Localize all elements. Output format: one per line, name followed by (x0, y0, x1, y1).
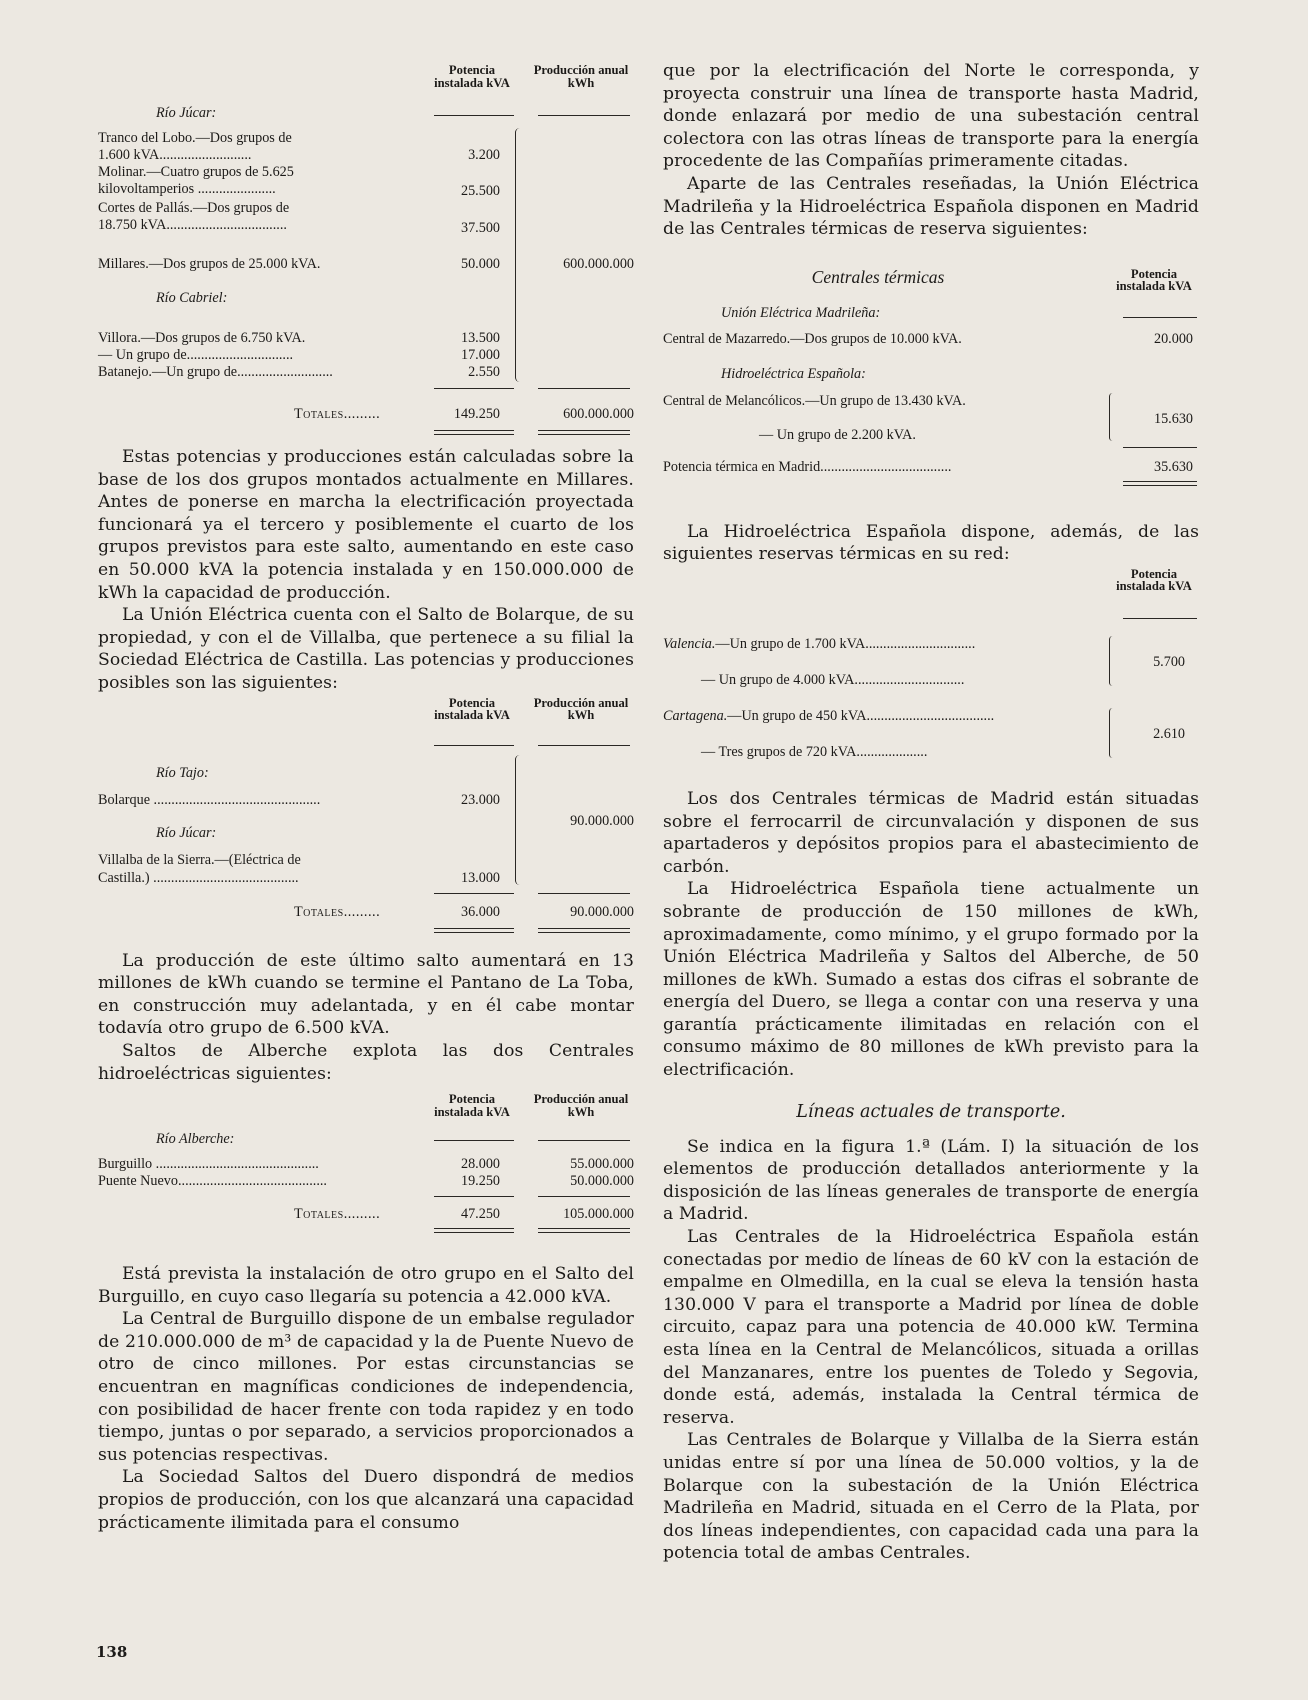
header-produccion: Producción anual kWh (533, 1092, 629, 1119)
table-row: Millares.—Dos grupos de 25.000 kVA. (98, 256, 321, 272)
page-number: 138 (96, 1643, 128, 1661)
value-cell: 3.200 (468, 147, 500, 163)
value-cell: 37.500 (460, 220, 500, 236)
table-row: Bolarque ............................................... (98, 791, 321, 808)
production-cell: 50.000.000 (570, 1173, 634, 1190)
table-row: Central de Mazarredo.—Dos grupos de 10.000 kVA. (663, 330, 962, 347)
table-row: Potencia térmica en Madrid..................................... (663, 458, 952, 475)
header-rule (538, 1140, 630, 1141)
total-value: 35.630 (1153, 458, 1193, 475)
header-potencia: Potencia instalada kVA (434, 63, 510, 90)
paragraph: Se indica en la figura 1.ª (Lám. I) la situación de los elementos de producción detallados anteriormente y la disposición de las líneas generales de transporte de energía a Madrid. (663, 1136, 1199, 1225)
table-row: Molinar.—Cuatro grupos de 5.625 (98, 164, 294, 180)
table-row (663, 636, 975, 653)
river-label: Río Júcar: (156, 105, 217, 121)
paragraph: La producción de este último salto aumentará en 13 millones de kWh cuando se termine el Pantano de La Toba, en construcción muy adelantada, y en él cabe montar todavía otro grupo de 6.500 kVA. (98, 950, 634, 1039)
header-potencia: Potencia instalada kVA (434, 695, 510, 723)
value-cell: 19.250 (460, 1173, 500, 1190)
paragraph: que por la electrificación del Norte le corresponda, y proyecta construir una línea de transporte hasta Madrid, donde enlazará por medio de una subestación central colectora con las otras líneas de transporte para la energía procedente de las Compañías primeramente citadas. (663, 61, 1199, 172)
paragraph: Los dos Centrales térmicas de Madrid están situadas sobre el ferrocarril de circunvalación y disponen de sus apartaderos y depósitos propios para el abastecimiento de carbón. (663, 788, 1199, 877)
value-cell: 17.000 (460, 347, 500, 363)
header-produccion: Producción anual kWh (533, 695, 629, 723)
header-potencia: Potencia instalada kVA (434, 1092, 510, 1119)
table-row: Villalba de la Sierra.—(Eléctrica de (98, 851, 301, 868)
total-potencia: 47.250 (460, 1206, 500, 1223)
total-label: Totales......... (294, 903, 381, 920)
header-rule (1123, 317, 1197, 318)
paragraph: Está prevista la instalación de otro grupo en el Salto del Burguillo, en cuyo caso llegaría su potencia a 42.000 kVA. (98, 1264, 634, 1307)
brace (1109, 636, 1116, 686)
river-label: Río Cabriel: (156, 290, 228, 306)
header-rule (1123, 618, 1197, 619)
header-rule (434, 745, 514, 746)
company-label: Hidroeléctrica Española: (721, 365, 866, 382)
header-potencia: Potencia instalada kVA (1116, 566, 1192, 594)
table-row (663, 708, 994, 725)
paragraph: Aparte de las Centrales reseñadas, la Unión Eléctrica Madrileña y la Hidroeléctrica Española disponen en Madrid de las Centrales térmicas de reserva siguientes: (663, 173, 1199, 240)
production-cell: 600.000.000 (563, 256, 634, 272)
value-cell: 13.000 (460, 869, 500, 886)
double-rule (538, 430, 630, 435)
table-rio-tajo (98, 695, 634, 955)
section-title: Líneas actuales de transporte. (796, 1101, 1066, 1122)
total-produccion: 600.000.000 (563, 406, 634, 422)
table-row: Burguillo .............................................. (98, 1156, 319, 1173)
total-label: Totales......... (294, 1206, 381, 1223)
header-rule (538, 745, 630, 746)
double-rule (538, 1228, 630, 1233)
double-rule (434, 1228, 514, 1233)
value-cell: 23.000 (460, 791, 500, 808)
production-cell: 55.000.000 (570, 1156, 634, 1173)
paragraph: La Unión Eléctrica cuenta con el Salto de Bolarque, de su propiedad, y con el de Villalba, que pertenece a su filial la Sociedad Eléctrica de Castilla. Las potencias y producciones posibles son las siguientes: (98, 605, 634, 693)
river-label: Río Júcar: (156, 824, 217, 841)
row-text: —Un grupo de 1.700 kVA............................... (715, 635, 976, 652)
value-cell: 2.550 (468, 364, 500, 380)
double-rule (1123, 481, 1197, 486)
total-potencia: 36.000 (460, 903, 500, 920)
brace (1109, 708, 1116, 758)
brace (515, 755, 524, 885)
brace (515, 128, 524, 382)
header-produccion: Producción anual kWh (533, 63, 629, 90)
value-cell: 13.500 (460, 330, 500, 346)
total-produccion: 90.000.000 (570, 903, 634, 920)
paragraph: La Sociedad Saltos del Duero dispondrá de medios propios de producción, con los que alcanzará una capacidad prácticamente ilimitada para el consumo (98, 1467, 634, 1533)
header-potencia: Potencia instalada kVA (1116, 266, 1192, 294)
total-rule (434, 1196, 514, 1197)
production-cell: 90.000.000 (570, 812, 634, 829)
city-label: Valencia. (663, 635, 716, 652)
paragraph: La Hidroeléctrica Española tiene actualmente un sobrante de producción de 150 millones de kWh, aproximadamente, como mínimo, y el grupo formado por la Unión Eléctrica Madrileña y Saltos del Alberche, de 50 millones de kWh. Sumado a estas dos cifras el sobrante de energía del Duero, se llega a contar con una reserva y una garantía prácticamente ilimitadas en relación con el consumo máximo de 80 millones de kWh previsto para la electrificación. (663, 879, 1199, 1081)
total-rule (538, 388, 630, 389)
table-row: kilovoltamperios ...................... (98, 181, 276, 197)
table-title: Centrales térmicas (811, 266, 945, 287)
river-label: Río Alberche: (156, 1131, 235, 1148)
table-row: Castilla.) ......................................... (98, 869, 299, 886)
paragraph: Saltos de Alberche explota las dos Centrales hidroeléctricas siguientes: (98, 1040, 634, 1084)
river-label: Río Tajo: (156, 764, 209, 781)
value-cell: 2.610 (1153, 725, 1185, 742)
table-row: Cortes de Pallás.—Dos grupos de (98, 200, 290, 216)
total-label: Totales......... (294, 406, 381, 422)
table-row: Batanejo.—Un grupo de........................... (98, 364, 333, 380)
double-rule (538, 928, 630, 933)
table-row: Tranco del Lobo.—Dos grupos de (98, 130, 292, 146)
total-potencia: 149.250 (453, 406, 500, 422)
value-cell: 15.630 (1153, 410, 1193, 427)
table-row: — Un grupo de 4.000 kVA............................... (701, 671, 965, 688)
table-reservas-termicas (663, 566, 1199, 760)
table-row: Central de Melancólicos.—Un grupo de 13.430 kVA. (663, 392, 966, 409)
table-row: — Un grupo de.............................. (98, 347, 294, 363)
total-rule (538, 1196, 630, 1197)
table-rio-alberche (98, 1085, 634, 1253)
double-rule (434, 430, 514, 435)
header-rule (434, 115, 514, 116)
left-column (98, 60, 634, 1534)
value-cell: 28.000 (460, 1156, 500, 1173)
value-cell: 20.000 (1153, 330, 1193, 347)
total-rule (538, 893, 630, 894)
value-cell: 50.000 (460, 256, 500, 272)
row-text: —Un grupo de 450 kVA.................................... (727, 707, 995, 724)
table-row: 1.600 kVA.......................... (98, 147, 252, 163)
table-row: — Tres grupos de 720 kVA.................... (701, 743, 928, 760)
right-column (663, 60, 1199, 1565)
brace (1109, 393, 1116, 441)
paragraph: Estas potencias y producciones están calculadas sobre la base de los dos grupos montados actualmente en Millares. Antes de ponerse en marcha la electrificación proyectada funcionará ya el tercero y posiblemente el cuarto de los grupos previstos para este salto, aumentando en este caso en 50.000 kVA la potencia instalada y en 150.000.000 de kWh la capacidad de producción. (98, 447, 634, 603)
table-row: Puente Nuevo.......................................... (98, 1173, 327, 1190)
table-row: 18.750 kVA.................................. (98, 217, 287, 233)
value-cell: 5.700 (1153, 653, 1185, 670)
paragraph: Las Centrales de la Hidroeléctrica Española están conectadas por medio de líneas de 60 kV con la estación de empalme en Olmedilla, en la cual se eleva la tensión hasta 130.000 V para el transporte a Madrid por línea de doble circuito, capaz para una potencia de 40.000 kW. Termina esta línea en la Central de Melancólicos, situada a orillas del Manzanares, entre los puentes de Toledo y Segovia, donde está, además, instalada la Central térmica de reserva. (663, 1227, 1199, 1428)
paragraph: La Hidroeléctrica Española dispone, además, de las siguientes reservas térmicas en su red: (663, 521, 1199, 565)
paragraph: Las Centrales de Bolarque y Villalba de la Sierra están unidas entre sí por una línea de 50.000 voltios, y la de Bolarque con la subestación de la Unión Eléctrica Madrileña en Madrid, situada en el Cerro de la Plata, por dos líneas independientes, con capacidad cada una para la potencia total de ambas Centrales. (663, 1430, 1199, 1564)
city-label: Cartagena. (663, 707, 728, 724)
header-rule (538, 115, 630, 116)
table-rio-jucar-cabriel (98, 60, 634, 438)
table-row: — Un grupo de 2.200 kVA. (759, 426, 916, 443)
total-rule (434, 388, 514, 389)
paragraph: La Central de Burguillo dispone de un embalse regulador de 210.000.000 de m³ de capacidad y la de Puente Nuevo de otro de cinco millones. Por estas circunstancias se encuentran en magníficas condiciones de independencia, con posibilidad de hacer frente con toda rapidez y en todo tiempo, juntas o por separado, a servicios proporcionados a sus potencias respectivas. (98, 1309, 634, 1465)
table-centrales-termicas (663, 241, 1199, 503)
total-rule (1123, 447, 1197, 448)
double-rule (434, 928, 514, 933)
total-produccion: 105.000.000 (563, 1206, 634, 1223)
total-rule (434, 893, 514, 894)
value-cell: 25.500 (460, 183, 500, 199)
company-label: Unión Eléctrica Madrileña: (721, 304, 881, 321)
header-rule (434, 1140, 514, 1141)
table-row: Villora.—Dos grupos de 6.750 kVA. (98, 330, 306, 346)
